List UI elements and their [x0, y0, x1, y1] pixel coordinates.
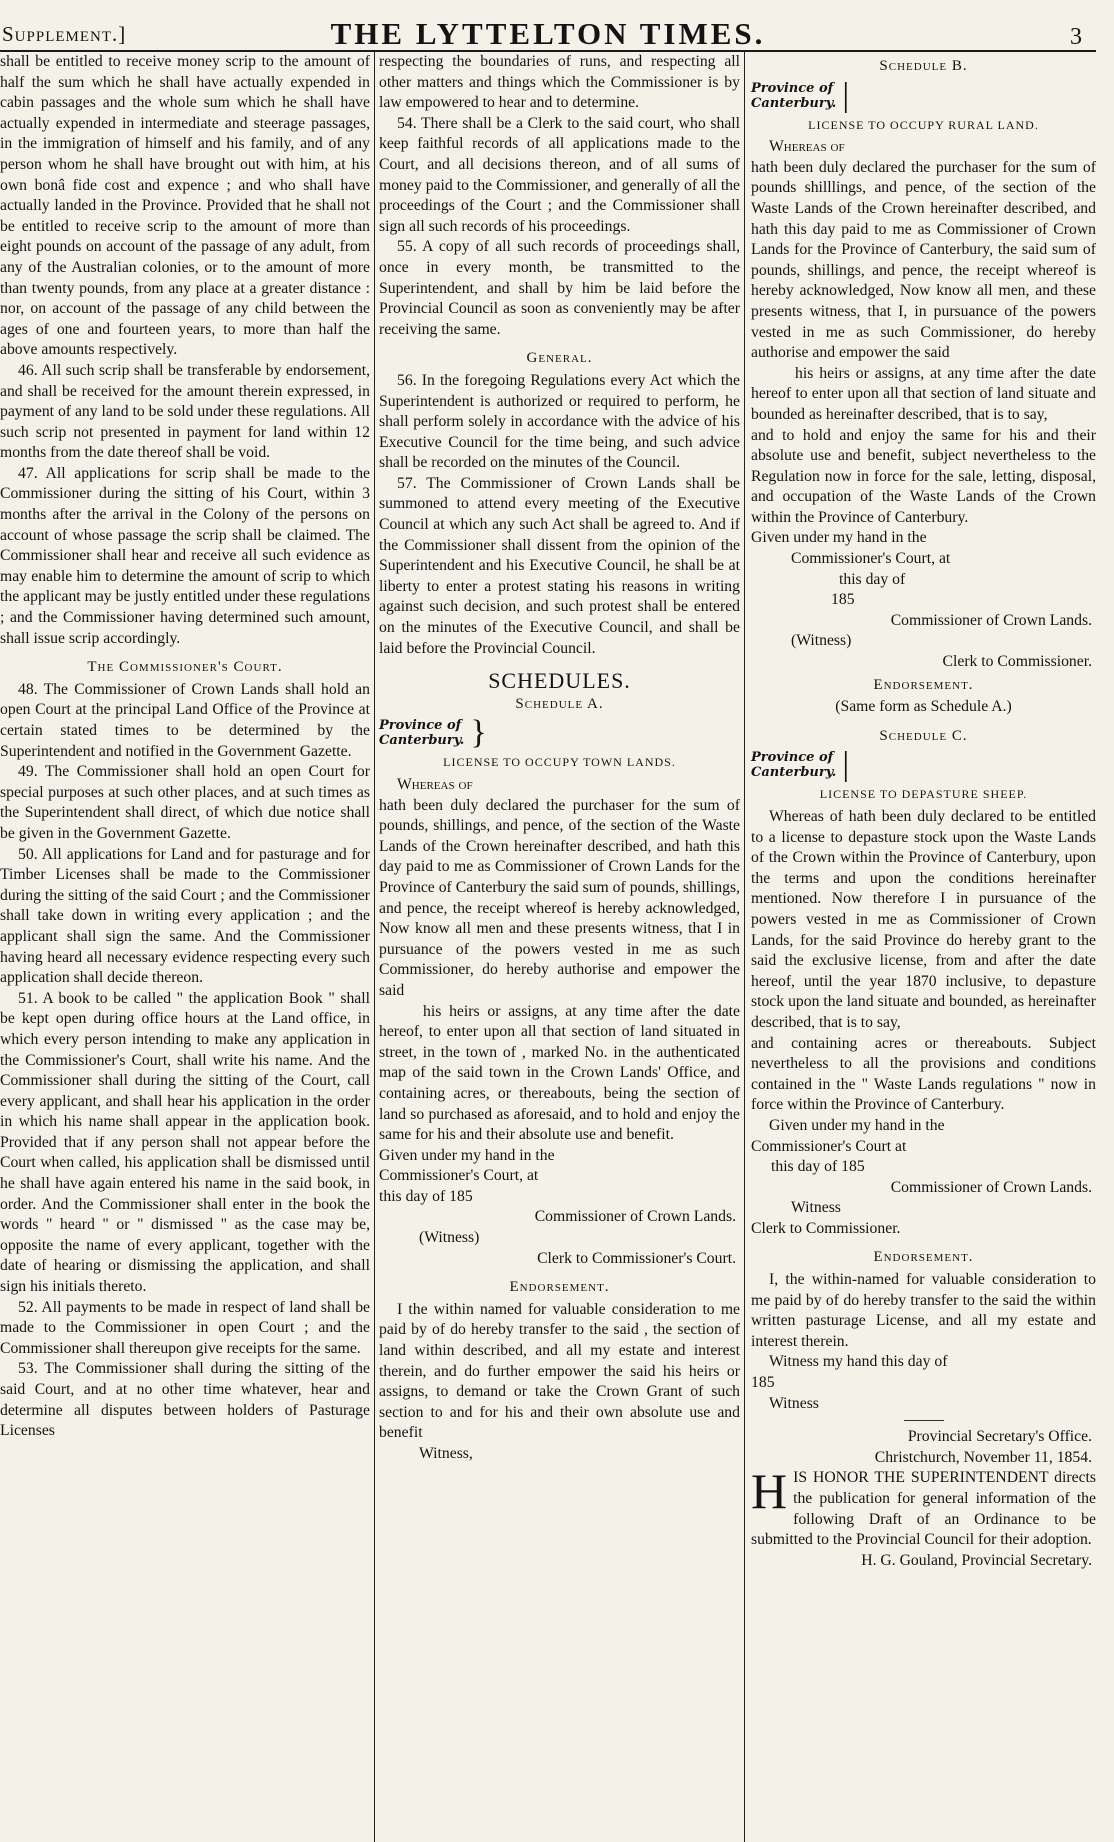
- schedule-b-year: 185: [831, 591, 855, 609]
- province-label: Province of: [751, 750, 834, 766]
- schedule-a-clerk: Clerk to Commissioner's Court.: [537, 1249, 736, 1267]
- schedule-a-body-1: hath been duly declared the purchaser for the sum of pounds, shillings, and pence, of the section of the Waste Lands of the Crown hereinafter described, and hath this day paid to me as Commissioner of Crown Lands for the Province of Canterbury the said sum of pounds, shillings, and pence, the receipt whereof is hereby acknowledged, Now know all men and these presents witness, that I in pursuance of the powers vested in me as such Commissioner, do hereby authorise and empower the said: [379, 796, 740, 999]
- column-3: [744, 52, 1096, 1842]
- paragraph-56: 56. In the foregoing Regulations every Act which the Superintendent is authorized or required to perform, he shall perform solely in accordance with the advice of his Executive Council for the time being, and such advice shall be recorded on the minutes of the Council.: [379, 371, 740, 472]
- schedule-b-body-1: hath been duly declared the purchaser for the sum of pounds shilllings, and pence, of the section of the Waste Lands of the Crown hereinafter described, and hath this day paid to me as Commissioner of Crown Lands for the Province of Canterbury, the said sum of pounds, shillings, and pence, the receipt whereof is hereby acknowledged, Now know all men, and these presents witness, that I, in pursuance of the powers vested in me as such Commissioner, do hereby authorise and empower the said: [751, 158, 1096, 362]
- brace-glyph: |: [842, 746, 850, 784]
- paragraph-51: 51. A book to be called " the application Book " shall be kept open during office hours at the Land office, in which every person intending to make any application in the Commissioner's Court, shall write his name. And the Commissioner shall during the sitting of the Court, call every applicant, and shall hear his application in the order in which his name shall appear in the application book. Provided that if any person shall not appear before the Court when called, his application shall be dismissed until he shall have again entered his name in the said book, in order. And the Commissioner shall enter in the book the words " heard " or " dismissed " as the case may be, opposite the name of every applicant, together with the date of hearing or dismissing the application, and shall sign his initials thereto.: [0, 989, 370, 1296]
- paragraph-50: 50. All applications for Land and for pasturage and for Timber Licenses shall be made to the Commissioner during the sitting of the said Court ; and the Commissioner shall take down in writing every application ; and the applicant shall sign the same. And the Commissioner having heard all necessary evidence respecting every such application shall decide thereon.: [0, 845, 370, 987]
- paragraph-48: 48. The Commissioner of Crown Lands shall hold an open Court at the principal Land Office of the Province at certain stated times to be determined by the Superintendent and notified in the Government Gazette.: [0, 680, 370, 760]
- schedule-c-witness-2: Witness: [769, 1394, 819, 1412]
- license-depasture-sheep-heading: LICENSE TO DEPASTURE SHEEP.: [819, 787, 1028, 802]
- column-1: [0, 52, 374, 1842]
- schedule-a-given: Given under my hand in the: [379, 1146, 555, 1164]
- schedule-c-year: 185: [751, 1374, 775, 1392]
- schedule-c-witness: Witness: [791, 1199, 841, 1217]
- schedule-c-witness-hand: Witness my hand this day of: [769, 1353, 948, 1371]
- page-number: 3: [1070, 24, 1082, 50]
- schedule-a-date: this day of 185: [379, 1187, 473, 1205]
- paragraph-57: 57. The Commissioner of Crown Lands shall be summoned to attend every meeting of the Executive Council at which any such Act shall be agreed to. And if the Commissioner shall dissent from the opinion of the Superintendent and his Executive Council, he shall be at liberty to enter a protest stating his reasons in writing against such decision, and such protest shall be entered on the minutes of the Executive Council, and shall be laid before the Provincial Council.: [379, 474, 740, 657]
- schedule-b-heading: Schedule B.: [879, 58, 968, 74]
- schedule-b-same-form: (Same form as Schedule A.): [835, 698, 1012, 716]
- schedule-b-endorsement-heading: Endorsement.: [873, 676, 974, 693]
- schedule-c-commissioner: Commissioner of Crown Lands.: [890, 1178, 1092, 1196]
- paragraph-53-continued: respecting the boundaries of runs, and respecting all other matters and things which the Commissioner is by law empowered to hear and to determine.: [379, 53, 740, 112]
- schedule-c-court: Commissioner's Court at: [751, 1137, 907, 1155]
- schedules-heading: SCHEDULES.: [488, 668, 631, 694]
- notice-signature: H. G. Gouland, Provincial Secretary.: [861, 1551, 1092, 1569]
- schedule-b-whereas: Whereas of: [769, 138, 845, 156]
- schedule-a-body-2: his heirs or assigns, at any time after the date hereof, to enter upon all that section of land situated in street, in the town of , marked No. in the authenticated map of the said town in the Crown Lands' Office, and containing acres, or thereabouts, being the section of land so purchased as aforesaid, and to hold and enjoy the same for his and their absolute use and benefit.: [379, 1002, 740, 1144]
- paragraph-46: 46. All such scrip shall be transferable by endorsement, and shall be received for the amount therein expressed, in payment of any land to be sold under these regulations. All such scrip not presented in payment for land within 12 months from the date thereof shall be void.: [0, 361, 370, 462]
- schedule-a-whereas: Whereas of: [397, 776, 473, 793]
- schedule-a-court: Commissioner's Court, at: [379, 1167, 539, 1185]
- schedule-b-commissioner: Commissioner of Crown Lands.: [890, 611, 1092, 629]
- schedule-b-given: Given under my hand in the: [751, 529, 927, 547]
- columns: [0, 52, 1096, 1842]
- brace-glyph: }: [470, 714, 487, 752]
- schedule-a-endorsement-heading: Endorsement.: [509, 1279, 610, 1296]
- province-label: Province of: [751, 80, 834, 96]
- commissioners-court-heading: The Commissioner's Court.: [87, 659, 283, 676]
- provincial-secretary-office: Provincial Secretary's Office.: [907, 1428, 1092, 1446]
- column-2: [374, 52, 744, 1842]
- license-town-lands-heading: LICENSE TO OCCUPY TOWN LANDS.: [443, 755, 676, 770]
- schedule-a-endorsement-witness: Witness,: [419, 1445, 473, 1462]
- province-block-b: [751, 76, 1096, 114]
- schedule-c-endorsement-heading: Endorsement.: [873, 1249, 974, 1266]
- schedule-c-date: this day of 185: [771, 1158, 865, 1176]
- superintendent-notice: [751, 1463, 1096, 1550]
- license-rural-land-heading: LICENSE TO OCCUPY RURAL LAND.: [808, 117, 1039, 132]
- schedule-c-clerk: Clerk to Commissioner.: [751, 1219, 901, 1237]
- schedule-a-heading: Schedule A.: [515, 695, 604, 712]
- paragraph-54: 54. There shall be a Clerk to the said court, who shall keep faithful records of all applications made to the Court, and all decisions thereon, and of all sums of money paid to the Commissioner, and generally of all the proceedings of the Court ; and the Commissioner shall sign all such records of his proceedings.: [379, 114, 740, 235]
- canterbury-label: Canterbury.: [751, 765, 837, 781]
- schedule-a-commissioner: Commissioner of Crown Lands.: [534, 1208, 736, 1226]
- general-heading: General.: [526, 350, 593, 367]
- schedule-a-endorsement-body: I the within named for valuable consideration to me paid by of do hereby transfer to the said , the section of land within described, and all my estate and interest therein, and do further empower the said his heirs or assigns, to demand or take the Crown Grant of such section to and for his and their own absolute use and benefit: [379, 1300, 740, 1442]
- supplement-label: Supplement.]: [2, 22, 127, 46]
- province-block-c: [751, 746, 1096, 784]
- newspaper-title: THE LYTTELTON TIMES.: [330, 16, 766, 51]
- schedule-b-witness: (Witness): [791, 632, 852, 650]
- schedule-b-clerk: Clerk to Commissioner.: [942, 653, 1092, 671]
- brace-glyph: |: [842, 76, 850, 114]
- schedule-b-body-2: his heirs or assigns, at any time after the date hereof to enter upon all that section of land situate and bounded as hereinafter described, that is to say,: [751, 364, 1096, 423]
- masthead: [0, 6, 1096, 52]
- notice-drop-cap: H: [751, 1463, 788, 1520]
- province-block-a: [379, 714, 740, 752]
- paragraph-45-continued: shall be entitled to receive money scrip to the amount of half the sum which he shall have actually expended in cabin passages and the whole sum which he shall have actually expended in intermediate and steerage passages, in the immigration of himself and his family, and of any person whom he shall have brought out with him, at his own bonâ fide cost and expence ; and who shall have actually landed in the Province. Provided that he shall not be entitled to receive scrip to the amount of more than eight pounds on account of the passage of any adult, from any of the Australian colonies, or to the amount of more than twenty pounds, from any place at a greater distance : nor, on account of the passage of any child between the ages of one and fourteen years, to more than half the above amounts respectively.: [0, 53, 370, 359]
- schedule-c-body-2: and containing acres or thereabouts. Subject nevertheless to all the provisions and conditions contained in the " Waste Lands regulations " now in force within the Province of Canterbury.: [751, 1034, 1096, 1114]
- schedule-a-witness: (Witness): [419, 1229, 480, 1247]
- schedule-c-endorsement-body: I, the within-named for valuable consideration to me paid by of do hereby transfer to the said the within written pasturage License, and all my estate and interest therein.: [751, 1271, 1096, 1350]
- canterbury-label: Canterbury.: [751, 95, 837, 111]
- canterbury-label: Canterbury.: [379, 733, 465, 749]
- schedule-c-body-1: Whereas of hath been duly declared to be entitled to a license to depasture stock upon the Waste Lands of the Crown within the Province of Canterbury, upon the terms and upon the conditions hereinafter mentioned. Now therefore I in pursuance of the powers vested in me as Commissioner of Crown Lands, for the said Province do hereby grant to the said the exclusive license, from and after the date hereof, until the year 1870 inclusive, to depasture stock upon the land situate and bounded, as hereinafter described, that is to say,: [751, 808, 1096, 1031]
- paragraph-55: 55. A copy of all such records of proceedings shall, once in every month, be transmitted to the Superintendent, and shall by him be laid before the Provincial Council as soon as conveniently may be after receiving the same.: [379, 238, 740, 338]
- province-label: Province of: [379, 718, 462, 734]
- schedule-b-date: this day of: [839, 570, 906, 588]
- schedule-c-given: Given under my hand in the: [769, 1116, 945, 1134]
- section-rule: [904, 1420, 944, 1421]
- notice-text: IS HONOR THE SUPERINTENDENT directs the publication for general information of the following Draft of an Ordinance to be submitted to the Provincial Council for their adoption.: [751, 1469, 1096, 1549]
- schedule-b-body-3: and to hold and enjoy the same for his and their absolute use and benefit, subject nevertheless to the Regulation now in force for the sale, letting, disposal, and occupation of the Waste Lands of the Crown within the Province of Canterbury.: [751, 426, 1096, 526]
- schedule-c-heading: Schedule C.: [879, 727, 968, 744]
- paragraph-53: 53. The Commissioner shall during the sitting of the said Court, and at no other time whatever, hear and determine all disputes between holders of Pasturage Licenses: [0, 1360, 370, 1440]
- schedule-b-court: Commissioner's Court, at: [791, 550, 951, 568]
- notice-date: Christchurch, November 11, 1854.: [874, 1448, 1092, 1466]
- paragraph-49: 49. The Commissioner shall hold an open Court for special purposes at such other places, and at such times as the Superintendent shall direct, of which due notice shall be given in the Government Gazette.: [0, 763, 370, 842]
- paragraph-47: 47. All applications for scrip shall be made to the Commissioner during the sitting of his Court, within 3 months after the arrival in the Colony of the persons on account of whose passage the scrip shall be claimed. The Commissioner shall hear and receive all such evidence as may enable him to determine the amount of scrip to which the applicant may be justly entitled under these regulations ; and the Commissioner having determined such amount, shall issue scrip accordingly.: [0, 464, 370, 647]
- paragraph-52: 52. All payments to be made in respect of land shall be made to the Commissioner in open Court ; and the Commissioner shall thereupon give receipts for the same.: [0, 1298, 370, 1357]
